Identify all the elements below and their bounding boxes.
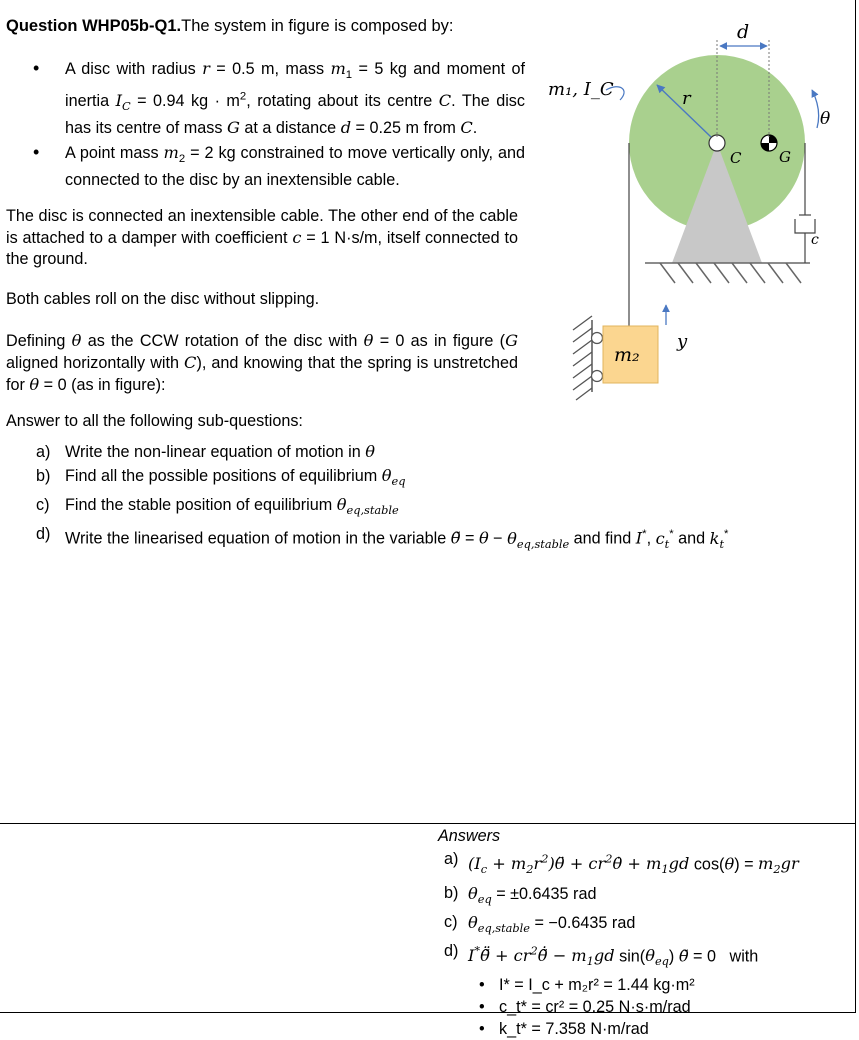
- answer-a: a) ($I_c$ + $m_2r^2)\thetä$ + $cr^2\thetȧ + m_1gd$ $\cos(\theta) = m_2gr$: [444, 850, 799, 877]
- sub-question-d: d) Write the linearised equation of motion in the variable θ̃ = $\theta - \theta_{eq,stable}$ and find I*, $c_t^*$ and $k_t^*$: [36, 525, 729, 552]
- sub-questions: [36, 441, 728, 555]
- answers-heading: Answers: [438, 827, 501, 845]
- ground-hatch: [660, 263, 801, 283]
- system-figure: [0, 0, 859, 420]
- centre-c: [709, 135, 725, 151]
- definition-paragraph: Defining θ as the CCW rotation of the disc with θ = 0 as in figure (G aligned horizontally with C), and knowing that the spring is unstretched for θ = 0 (as in figure):: [6, 331, 519, 395]
- sub-question-c: c) Find the stable position of equilibrium $\theta_{eq,stable}$: [36, 495, 399, 518]
- label-y: y: [677, 331, 688, 352]
- answer-c: c) $\theta_{eq,stable} = -0.6435$ rad: [444, 912, 636, 936]
- rolling-paragraph: Both cables roll on the disc without slipping.: [6, 290, 320, 308]
- label-m2: m₂: [614, 344, 640, 366]
- question-intro: The system in figure is composed by:: [181, 17, 454, 35]
- wall-hatch: [573, 316, 592, 400]
- label-g: G: [779, 148, 791, 166]
- sub-question-a: a) Write the non-linear equation of motion in θ: [36, 442, 375, 461]
- label-r: r: [682, 88, 691, 109]
- guide-roller-top: [592, 333, 603, 344]
- answer-d-stiffness: • k_t* = 7.358 N·m/rad: [438, 1018, 799, 1040]
- damper-paragraph: The disc is connected an inextensible cable. The other end of the cable is attached to a damper with coefficient c = 1 N·s/m, itself connected to the ground.: [6, 207, 518, 269]
- label-m1: m₁, I_C: [548, 79, 614, 100]
- answers-block: [438, 827, 799, 1040]
- answer-d-inertia: • I* = I_c + m₂r² = 1.44 kg·m²: [438, 974, 799, 996]
- sub-question-b: b) Find all the possible positions of equilibrium $\theta_{eq}$: [36, 466, 406, 489]
- question-id: Question WHP05b-Q1.: [6, 17, 182, 35]
- component-disc: • A disc with radius r = 0.5 m, mass $m_1 = 5$ kg and moment of inertia $I_C = 0.94$ kg · $m^2$, rotating about its centre C. The disc has its centre of mass G at a distance d = 0.25 m from C.: [0, 58, 525, 142]
- sub-questions-lead: Answer to all the following sub-questions:: [6, 412, 303, 430]
- label-d: d: [737, 21, 750, 43]
- guide-roller-bottom: [592, 371, 603, 382]
- answer-b: b) $\theta_{eq} = \pm 0.6435$ rad: [444, 883, 597, 906]
- label-c-centre: C: [730, 149, 742, 167]
- answer-d-damping: • c_t* = cr² = 0.25 N·s·m/rad: [438, 996, 799, 1018]
- label-theta: θ: [820, 109, 831, 129]
- label-damper-c: c: [811, 232, 819, 248]
- answer-d: d) I*θ̃̈ + $cr^2\thetã̇ - m_1gd$ $\sin(\theta_{eq})$ θ̃ = 0 with: [444, 942, 759, 969]
- theta-arrow: [812, 90, 819, 128]
- component-point-mass: • A point mass $m_2 = 2$ kg constrained to move vertically only, and connected to the disc by an inextensible cable.: [0, 142, 525, 192]
- answers-separator: [0, 823, 856, 824]
- centre-of-mass-g: [761, 135, 777, 151]
